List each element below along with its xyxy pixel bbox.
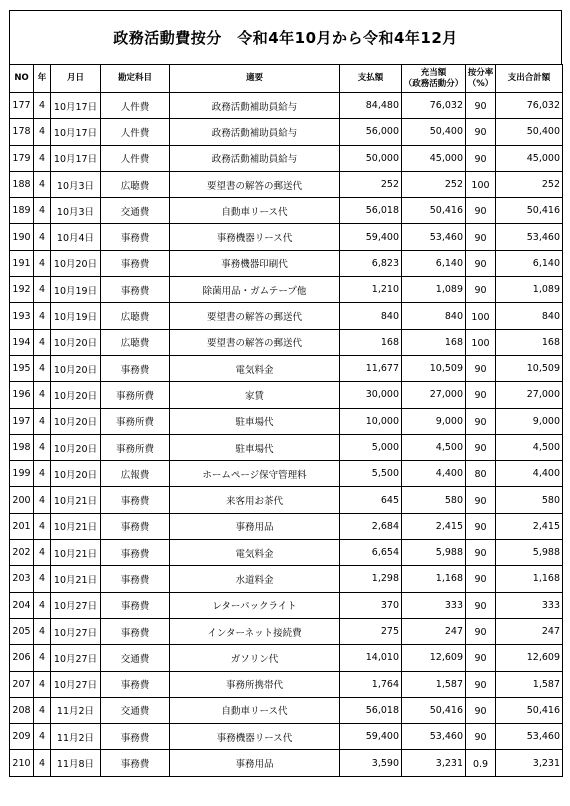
cell-no: 193 xyxy=(10,303,34,329)
cell-rate: 90 xyxy=(466,645,496,671)
cell-no: 188 xyxy=(10,171,34,197)
cell-total: 840 xyxy=(496,303,563,329)
cell-paid: 59,400 xyxy=(340,224,402,250)
cell-date: 10月27日 xyxy=(51,671,101,697)
cell-year: 4 xyxy=(34,303,51,329)
cell-rate: 90 xyxy=(466,198,496,224)
expense-sheet xyxy=(9,10,562,777)
cell-rate: 90 xyxy=(466,724,496,750)
cell-no: 210 xyxy=(10,750,34,776)
table-row xyxy=(10,540,563,566)
cell-date: 10月20日 xyxy=(51,382,101,408)
cell-rate: 90 xyxy=(466,434,496,460)
cell-total: 5,988 xyxy=(496,540,563,566)
cell-summary: 電気料金 xyxy=(170,540,340,566)
cell-paid: 14,010 xyxy=(340,645,402,671)
header-rate xyxy=(466,65,496,93)
cell-rate: 90 xyxy=(466,618,496,644)
cell-rate: 90 xyxy=(466,487,496,513)
cell-date: 10月3日 xyxy=(51,198,101,224)
table-row xyxy=(10,697,563,723)
cell-account: 事務費 xyxy=(101,277,170,303)
table-row xyxy=(10,461,563,487)
cell-account: 交通費 xyxy=(101,645,170,671)
cell-rate: 90 xyxy=(466,697,496,723)
table-row xyxy=(10,592,563,618)
cell-summary: 政務活動補助員給与 xyxy=(170,145,340,171)
cell-no: 205 xyxy=(10,618,34,644)
cell-allocated: 1,587 xyxy=(402,671,466,697)
cell-rate: 90 xyxy=(466,382,496,408)
cell-no: 178 xyxy=(10,119,34,145)
cell-no: 199 xyxy=(10,461,34,487)
cell-account: 事務費 xyxy=(101,671,170,697)
cell-account: 事務費 xyxy=(101,540,170,566)
cell-date: 10月21日 xyxy=(51,540,101,566)
cell-account: 人件費 xyxy=(101,145,170,171)
cell-allocated: 2,415 xyxy=(402,513,466,539)
table-row xyxy=(10,93,563,119)
cell-no: 207 xyxy=(10,671,34,697)
cell-total: 50,416 xyxy=(496,198,563,224)
cell-date: 10月19日 xyxy=(51,303,101,329)
cell-total: 252 xyxy=(496,171,563,197)
cell-rate: 90 xyxy=(466,513,496,539)
cell-no: 203 xyxy=(10,566,34,592)
cell-paid: 168 xyxy=(340,329,402,355)
cell-date: 10月20日 xyxy=(51,329,101,355)
cell-no: 206 xyxy=(10,645,34,671)
cell-total: 4,500 xyxy=(496,434,563,460)
cell-total: 1,168 xyxy=(496,566,563,592)
table-row xyxy=(10,408,563,434)
cell-rate: 90 xyxy=(466,566,496,592)
cell-allocated: 5,988 xyxy=(402,540,466,566)
cell-rate: 100 xyxy=(466,329,496,355)
cell-paid: 275 xyxy=(340,618,402,644)
header-allocated-line1: 充当額 xyxy=(420,67,447,78)
cell-year: 4 xyxy=(34,408,51,434)
cell-year: 4 xyxy=(34,461,51,487)
expense-table xyxy=(9,64,563,777)
cell-total: 2,415 xyxy=(496,513,563,539)
cell-paid: 6,823 xyxy=(340,250,402,276)
cell-date: 10月17日 xyxy=(51,93,101,119)
cell-no: 194 xyxy=(10,329,34,355)
table-row xyxy=(10,329,563,355)
cell-summary: 要望書の解答の郵送代 xyxy=(170,329,340,355)
cell-account: 事務費 xyxy=(101,355,170,381)
cell-summary: インターネット接続費 xyxy=(170,618,340,644)
header-allocated-line2: （政務活動分） xyxy=(403,78,464,89)
cell-year: 4 xyxy=(34,355,51,381)
cell-rate: 100 xyxy=(466,303,496,329)
cell-paid: 370 xyxy=(340,592,402,618)
header-summary: 適要 xyxy=(170,65,340,93)
header-allocated xyxy=(402,65,466,93)
table-row xyxy=(10,487,563,513)
cell-year: 4 xyxy=(34,224,51,250)
table-row xyxy=(10,645,563,671)
cell-summary: 要望書の解答の郵送代 xyxy=(170,171,340,197)
cell-allocated: 1,089 xyxy=(402,277,466,303)
cell-account: 事務費 xyxy=(101,224,170,250)
cell-summary: 来客用お茶代 xyxy=(170,487,340,513)
cell-paid: 6,654 xyxy=(340,540,402,566)
cell-no: 190 xyxy=(10,224,34,250)
cell-paid: 30,000 xyxy=(340,382,402,408)
cell-total: 50,416 xyxy=(496,697,563,723)
cell-date: 10月20日 xyxy=(51,408,101,434)
cell-total: 45,000 xyxy=(496,145,563,171)
cell-account: 事務費 xyxy=(101,750,170,776)
cell-allocated: 4,500 xyxy=(402,434,466,460)
table-row xyxy=(10,724,563,750)
cell-rate: 90 xyxy=(466,408,496,434)
cell-rate: 90 xyxy=(466,119,496,145)
cell-summary: 事務機器リース代 xyxy=(170,224,340,250)
cell-year: 4 xyxy=(34,618,51,644)
cell-summary: ホームページ保守管理料 xyxy=(170,461,340,487)
cell-rate: 90 xyxy=(466,355,496,381)
cell-total: 53,460 xyxy=(496,724,563,750)
cell-total: 12,609 xyxy=(496,645,563,671)
header-total: 支出合計額 xyxy=(496,65,563,93)
cell-summary: 電気料金 xyxy=(170,355,340,381)
cell-paid: 252 xyxy=(340,171,402,197)
table-row xyxy=(10,671,563,697)
cell-account: 人件費 xyxy=(101,119,170,145)
cell-rate: 90 xyxy=(466,592,496,618)
cell-rate: 90 xyxy=(466,250,496,276)
cell-account: 人件費 xyxy=(101,93,170,119)
cell-total: 1,587 xyxy=(496,671,563,697)
cell-year: 4 xyxy=(34,750,51,776)
cell-total: 10,509 xyxy=(496,355,563,381)
cell-account: 広聴費 xyxy=(101,171,170,197)
cell-account: 交通費 xyxy=(101,697,170,723)
cell-allocated: 50,400 xyxy=(402,119,466,145)
cell-paid: 56,000 xyxy=(340,119,402,145)
cell-summary: 事務機器印刷代 xyxy=(170,250,340,276)
cell-allocated: 168 xyxy=(402,329,466,355)
cell-year: 4 xyxy=(34,93,51,119)
cell-date: 10月27日 xyxy=(51,592,101,618)
cell-date: 10月20日 xyxy=(51,461,101,487)
cell-total: 168 xyxy=(496,329,563,355)
cell-paid: 1,210 xyxy=(340,277,402,303)
table-row xyxy=(10,382,563,408)
cell-date: 10月17日 xyxy=(51,145,101,171)
cell-paid: 5,500 xyxy=(340,461,402,487)
cell-date: 10月17日 xyxy=(51,119,101,145)
cell-paid: 59,400 xyxy=(340,724,402,750)
cell-paid: 5,000 xyxy=(340,434,402,460)
table-row xyxy=(10,171,563,197)
cell-no: 177 xyxy=(10,93,34,119)
cell-date: 10月21日 xyxy=(51,566,101,592)
cell-paid: 50,000 xyxy=(340,145,402,171)
cell-total: 4,400 xyxy=(496,461,563,487)
cell-total: 333 xyxy=(496,592,563,618)
cell-paid: 10,000 xyxy=(340,408,402,434)
cell-year: 4 xyxy=(34,487,51,513)
cell-no: 191 xyxy=(10,250,34,276)
cell-summary: 事務所携帯代 xyxy=(170,671,340,697)
table-row xyxy=(10,303,563,329)
cell-summary: レターパックライト xyxy=(170,592,340,618)
header-paid: 支払額 xyxy=(340,65,402,93)
cell-allocated: 50,416 xyxy=(402,198,466,224)
cell-allocated: 50,416 xyxy=(402,697,466,723)
cell-no: 179 xyxy=(10,145,34,171)
cell-paid: 84,480 xyxy=(340,93,402,119)
cell-summary: 除菌用品・ガムテープ他 xyxy=(170,277,340,303)
cell-date: 11月8日 xyxy=(51,750,101,776)
cell-paid: 1,764 xyxy=(340,671,402,697)
cell-allocated: 247 xyxy=(402,618,466,644)
cell-account: 事務費 xyxy=(101,592,170,618)
cell-summary: 政務活動補助員給与 xyxy=(170,93,340,119)
cell-date: 10月4日 xyxy=(51,224,101,250)
table-row xyxy=(10,513,563,539)
cell-account: 広聴費 xyxy=(101,303,170,329)
cell-total: 50,400 xyxy=(496,119,563,145)
table-row xyxy=(10,434,563,460)
table-row xyxy=(10,250,563,276)
cell-allocated: 45,000 xyxy=(402,145,466,171)
cell-paid: 56,018 xyxy=(340,697,402,723)
cell-total: 76,032 xyxy=(496,93,563,119)
table-row xyxy=(10,224,563,250)
table-row xyxy=(10,145,563,171)
cell-no: 189 xyxy=(10,198,34,224)
cell-rate: 90 xyxy=(466,277,496,303)
cell-allocated: 4,400 xyxy=(402,461,466,487)
cell-total: 6,140 xyxy=(496,250,563,276)
header-no: NO xyxy=(10,65,34,93)
cell-summary: 駐車場代 xyxy=(170,408,340,434)
cell-no: 197 xyxy=(10,408,34,434)
page-title: 政務活動費按分 令和4年10月から令和4年12月 xyxy=(113,29,458,47)
table-row xyxy=(10,566,563,592)
cell-summary: 事務用品 xyxy=(170,513,340,539)
cell-date: 10月21日 xyxy=(51,487,101,513)
cell-account: 事務費 xyxy=(101,566,170,592)
cell-no: 196 xyxy=(10,382,34,408)
cell-paid: 645 xyxy=(340,487,402,513)
cell-summary: 駐車場代 xyxy=(170,434,340,460)
cell-date: 10月20日 xyxy=(51,434,101,460)
cell-year: 4 xyxy=(34,434,51,460)
cell-summary: ガソリン代 xyxy=(170,645,340,671)
cell-summary: 要望書の解答の郵送代 xyxy=(170,303,340,329)
cell-summary: 水道料金 xyxy=(170,566,340,592)
cell-year: 4 xyxy=(34,671,51,697)
cell-account: 交通費 xyxy=(101,198,170,224)
cell-total: 580 xyxy=(496,487,563,513)
cell-account: 広報費 xyxy=(101,461,170,487)
cell-year: 4 xyxy=(34,566,51,592)
table-row xyxy=(10,750,563,776)
cell-summary: 家賃 xyxy=(170,382,340,408)
cell-no: 192 xyxy=(10,277,34,303)
cell-no: 200 xyxy=(10,487,34,513)
cell-account: 事務費 xyxy=(101,513,170,539)
cell-date: 10月3日 xyxy=(51,171,101,197)
cell-allocated: 580 xyxy=(402,487,466,513)
cell-paid: 840 xyxy=(340,303,402,329)
header-rate-line2: （%） xyxy=(467,78,494,89)
cell-year: 4 xyxy=(34,329,51,355)
header-year: 年 xyxy=(34,65,51,93)
cell-no: 198 xyxy=(10,434,34,460)
table-row xyxy=(10,618,563,644)
cell-paid: 56,018 xyxy=(340,198,402,224)
cell-no: 202 xyxy=(10,540,34,566)
cell-no: 209 xyxy=(10,724,34,750)
cell-account: 事務所費 xyxy=(101,408,170,434)
cell-total: 3,231 xyxy=(496,750,563,776)
cell-allocated: 10,509 xyxy=(402,355,466,381)
cell-allocated: 9,000 xyxy=(402,408,466,434)
cell-allocated: 1,168 xyxy=(402,566,466,592)
header-rate-line1: 按分率 xyxy=(467,67,494,78)
cell-rate: 90 xyxy=(466,540,496,566)
header-account: 勘定科目 xyxy=(101,65,170,93)
cell-year: 4 xyxy=(34,513,51,539)
cell-account: 事務所費 xyxy=(101,382,170,408)
cell-summary: 自動車リース代 xyxy=(170,198,340,224)
cell-rate: 90 xyxy=(466,671,496,697)
cell-year: 4 xyxy=(34,250,51,276)
cell-paid: 1,298 xyxy=(340,566,402,592)
cell-year: 4 xyxy=(34,724,51,750)
cell-rate: 90 xyxy=(466,145,496,171)
table-row xyxy=(10,198,563,224)
cell-date: 10月20日 xyxy=(51,355,101,381)
cell-paid: 2,684 xyxy=(340,513,402,539)
cell-total: 53,460 xyxy=(496,224,563,250)
cell-year: 4 xyxy=(34,592,51,618)
cell-no: 201 xyxy=(10,513,34,539)
cell-year: 4 xyxy=(34,382,51,408)
cell-date: 11月2日 xyxy=(51,724,101,750)
cell-rate: 80 xyxy=(466,461,496,487)
table-row xyxy=(10,277,563,303)
cell-paid: 3,590 xyxy=(340,750,402,776)
cell-account: 事務所費 xyxy=(101,434,170,460)
cell-year: 4 xyxy=(34,145,51,171)
table-row xyxy=(10,119,563,145)
cell-year: 4 xyxy=(34,198,51,224)
cell-total: 1,089 xyxy=(496,277,563,303)
cell-date: 10月21日 xyxy=(51,513,101,539)
cell-allocated: 76,032 xyxy=(402,93,466,119)
cell-year: 4 xyxy=(34,277,51,303)
cell-summary: 自動車リース代 xyxy=(170,697,340,723)
cell-allocated: 53,460 xyxy=(402,224,466,250)
cell-allocated: 3,231 xyxy=(402,750,466,776)
cell-rate: 90 xyxy=(466,93,496,119)
cell-date: 11月2日 xyxy=(51,697,101,723)
cell-date: 10月19日 xyxy=(51,277,101,303)
cell-allocated: 840 xyxy=(402,303,466,329)
title-box xyxy=(9,10,562,64)
cell-year: 4 xyxy=(34,697,51,723)
cell-summary: 事務機器リース代 xyxy=(170,724,340,750)
cell-year: 4 xyxy=(34,540,51,566)
cell-allocated: 12,609 xyxy=(402,645,466,671)
cell-year: 4 xyxy=(34,119,51,145)
cell-no: 195 xyxy=(10,355,34,381)
cell-rate: 0.9 xyxy=(466,750,496,776)
cell-account: 事務費 xyxy=(101,618,170,644)
cell-rate: 90 xyxy=(466,224,496,250)
cell-allocated: 252 xyxy=(402,171,466,197)
cell-allocated: 333 xyxy=(402,592,466,618)
cell-year: 4 xyxy=(34,171,51,197)
cell-summary: 政務活動補助員給与 xyxy=(170,119,340,145)
cell-account: 広聴費 xyxy=(101,329,170,355)
cell-allocated: 53,460 xyxy=(402,724,466,750)
cell-account: 事務費 xyxy=(101,487,170,513)
cell-no: 208 xyxy=(10,697,34,723)
cell-no: 204 xyxy=(10,592,34,618)
cell-allocated: 27,000 xyxy=(402,382,466,408)
cell-summary: 事務用品 xyxy=(170,750,340,776)
table-row xyxy=(10,355,563,381)
cell-total: 9,000 xyxy=(496,408,563,434)
header-row xyxy=(10,65,563,93)
cell-date: 10月27日 xyxy=(51,618,101,644)
cell-account: 事務費 xyxy=(101,250,170,276)
cell-allocated: 6,140 xyxy=(402,250,466,276)
header-date: 月日 xyxy=(51,65,101,93)
cell-rate: 100 xyxy=(466,171,496,197)
cell-date: 10月27日 xyxy=(51,645,101,671)
cell-paid: 11,677 xyxy=(340,355,402,381)
cell-account: 事務費 xyxy=(101,724,170,750)
cell-total: 247 xyxy=(496,618,563,644)
cell-year: 4 xyxy=(34,645,51,671)
cell-date: 10月20日 xyxy=(51,250,101,276)
cell-total: 27,000 xyxy=(496,382,563,408)
